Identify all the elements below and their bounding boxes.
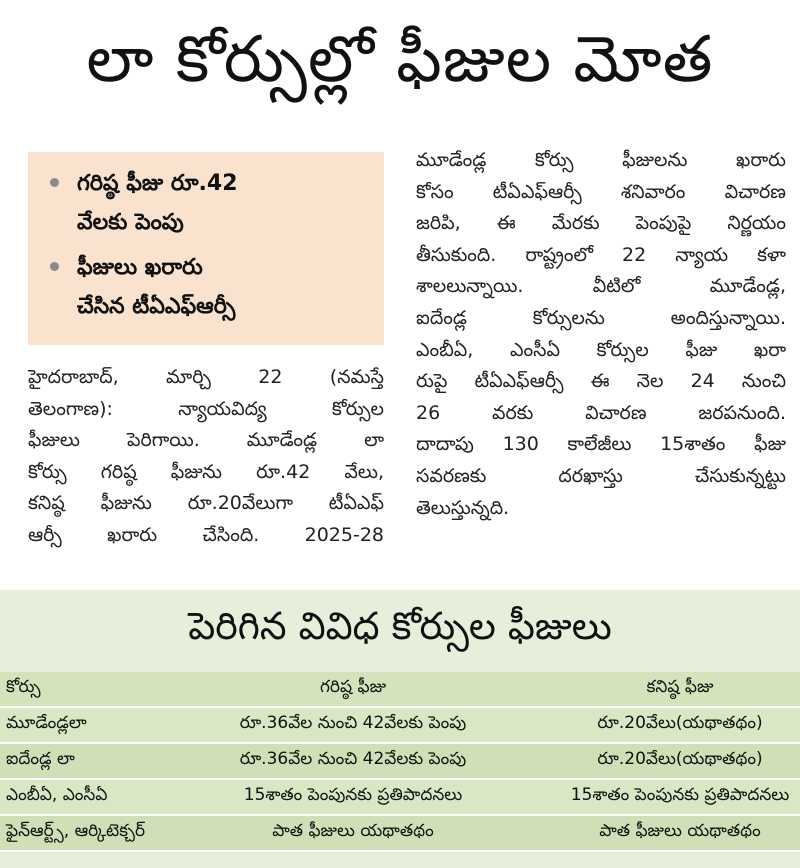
article-line: శాలలున్నాయి. వీటిలో మూడేండ్ల, xyxy=(416,275,786,298)
table-cell: రూ.20వేలు(యథాతథం) xyxy=(524,707,800,743)
table-header-course: కోర్సు xyxy=(0,672,182,707)
highlight-item xyxy=(50,164,368,242)
table-cell: 15శాతం పెంపునకు ప్రతిపాదనలు xyxy=(524,779,800,815)
article-line: తెలంగాణ): న్యాయవిద్య కోర్సుల xyxy=(28,397,384,420)
headline: లా కోర్సుల్లో ఫీజుల మోత xyxy=(86,23,714,97)
article-left-column xyxy=(28,362,384,552)
highlight-line: గరిష్ఠ ఫీజు రూ.42 xyxy=(77,171,238,196)
article-right-column xyxy=(416,145,786,524)
table-row xyxy=(0,743,800,779)
article-line: కోసం టీఏఎఫ్‌ఆర్సీ శనివారం విచారణ xyxy=(416,180,786,203)
highlight-line: ఫీజులు ఖరారు xyxy=(77,255,203,280)
article-line: ఎంబీఏ, ఎంసీఏ కోర్సుల ఫీజు ఖరా xyxy=(416,338,786,361)
article-line: తెలుస్తున్నది. xyxy=(416,496,510,519)
table-cell: ఐదేండ్ల లా xyxy=(0,743,182,779)
bullet-dot-icon xyxy=(50,262,59,271)
article-line: ఐదేండ్ల కోర్సులను అందిస్తున్నాయి. xyxy=(416,306,786,329)
article-line: జరిపి, ఈ మేరకు పెంపుపై నిర్ణయం xyxy=(416,212,786,235)
table-cell: మూడేండ్లలా xyxy=(0,707,182,743)
table-cell: ఎంబీఏ, ఎంసీఏ xyxy=(0,779,182,815)
article-line: హైదరాబాద్‌, మార్చి 22 (నమస్తే xyxy=(28,366,384,388)
highlight-item xyxy=(50,248,368,326)
article-line: ఆర్సీ ఖరారు చేసింది. 2025-28 xyxy=(28,523,384,546)
table-row xyxy=(0,779,800,815)
table-cell: పాత ఫీజులు యథాతథం xyxy=(524,815,800,851)
table-header-row xyxy=(0,672,800,707)
article-line: దాదాపు 130 కాలేజీలు 15శాతం ఫీజు xyxy=(416,433,786,456)
highlight-box xyxy=(28,152,384,345)
highlight-line: వేలకు పెంపు xyxy=(77,210,184,235)
table-cell: రూ.20వేలు(యథాతథం) xyxy=(524,743,800,779)
article-line: ఫీజులు పెరిగాయి. మూడేండ్ల లా xyxy=(28,429,384,452)
article-line: మూడేండ్ల కోర్సు ఫీజులను ఖరారు xyxy=(416,149,786,171)
table-cell: ఫైన్‌ఆర్ట్స్‌, ఆర్కిటెక్చర్‌ xyxy=(0,815,182,851)
article-line: సవరణకు దరఖాస్తు చేసుకున్నట్టు xyxy=(416,464,786,487)
bullet-dot-icon xyxy=(50,178,59,187)
article-line: తీసుకుంది. రాష్ట్రంలో 22 న్యాయ కళా xyxy=(416,243,786,266)
table-cell: పాత ఫీజులు యథాతథం xyxy=(182,815,524,851)
highlight-line: చేసిన టీఏఎఫ్‌ఆర్సీ xyxy=(77,294,236,319)
article-line: కనిష్ఠ ఫీజును రూ.20వేలుగా టీఏఎఫ్‌ xyxy=(28,492,384,515)
article-line: రుపై టీఏఎఫ్‌ఆర్సీ ఈ నెల 24 నుంచి xyxy=(416,370,786,393)
table-header-max-fee: గరిష్ఠ ఫీజు xyxy=(182,672,524,707)
table-title: పెరిగిన వివిధ కోర్సుల ఫీజులు xyxy=(188,604,612,648)
table-cell: రూ.36వేల నుంచి 42వేలకు పెంపు xyxy=(182,743,524,779)
table-row xyxy=(0,707,800,743)
fees-table xyxy=(0,672,800,852)
table-header-min-fee: కనిష్ఠ ఫీజు xyxy=(524,672,800,707)
table-cell: రూ.36వేల నుంచి 42వేలకు పెంపు xyxy=(182,707,524,743)
article-line: కోర్సు గరిష్ఠ ఫీజును రూ.42 వేలు, xyxy=(28,460,384,483)
table-cell: 15శాతం పెంపునకు ప్రతిపాదనలు xyxy=(182,779,524,815)
table-row xyxy=(0,815,800,851)
article-line: 26 వరకు విచారణ జరపనుంది. xyxy=(416,401,786,424)
